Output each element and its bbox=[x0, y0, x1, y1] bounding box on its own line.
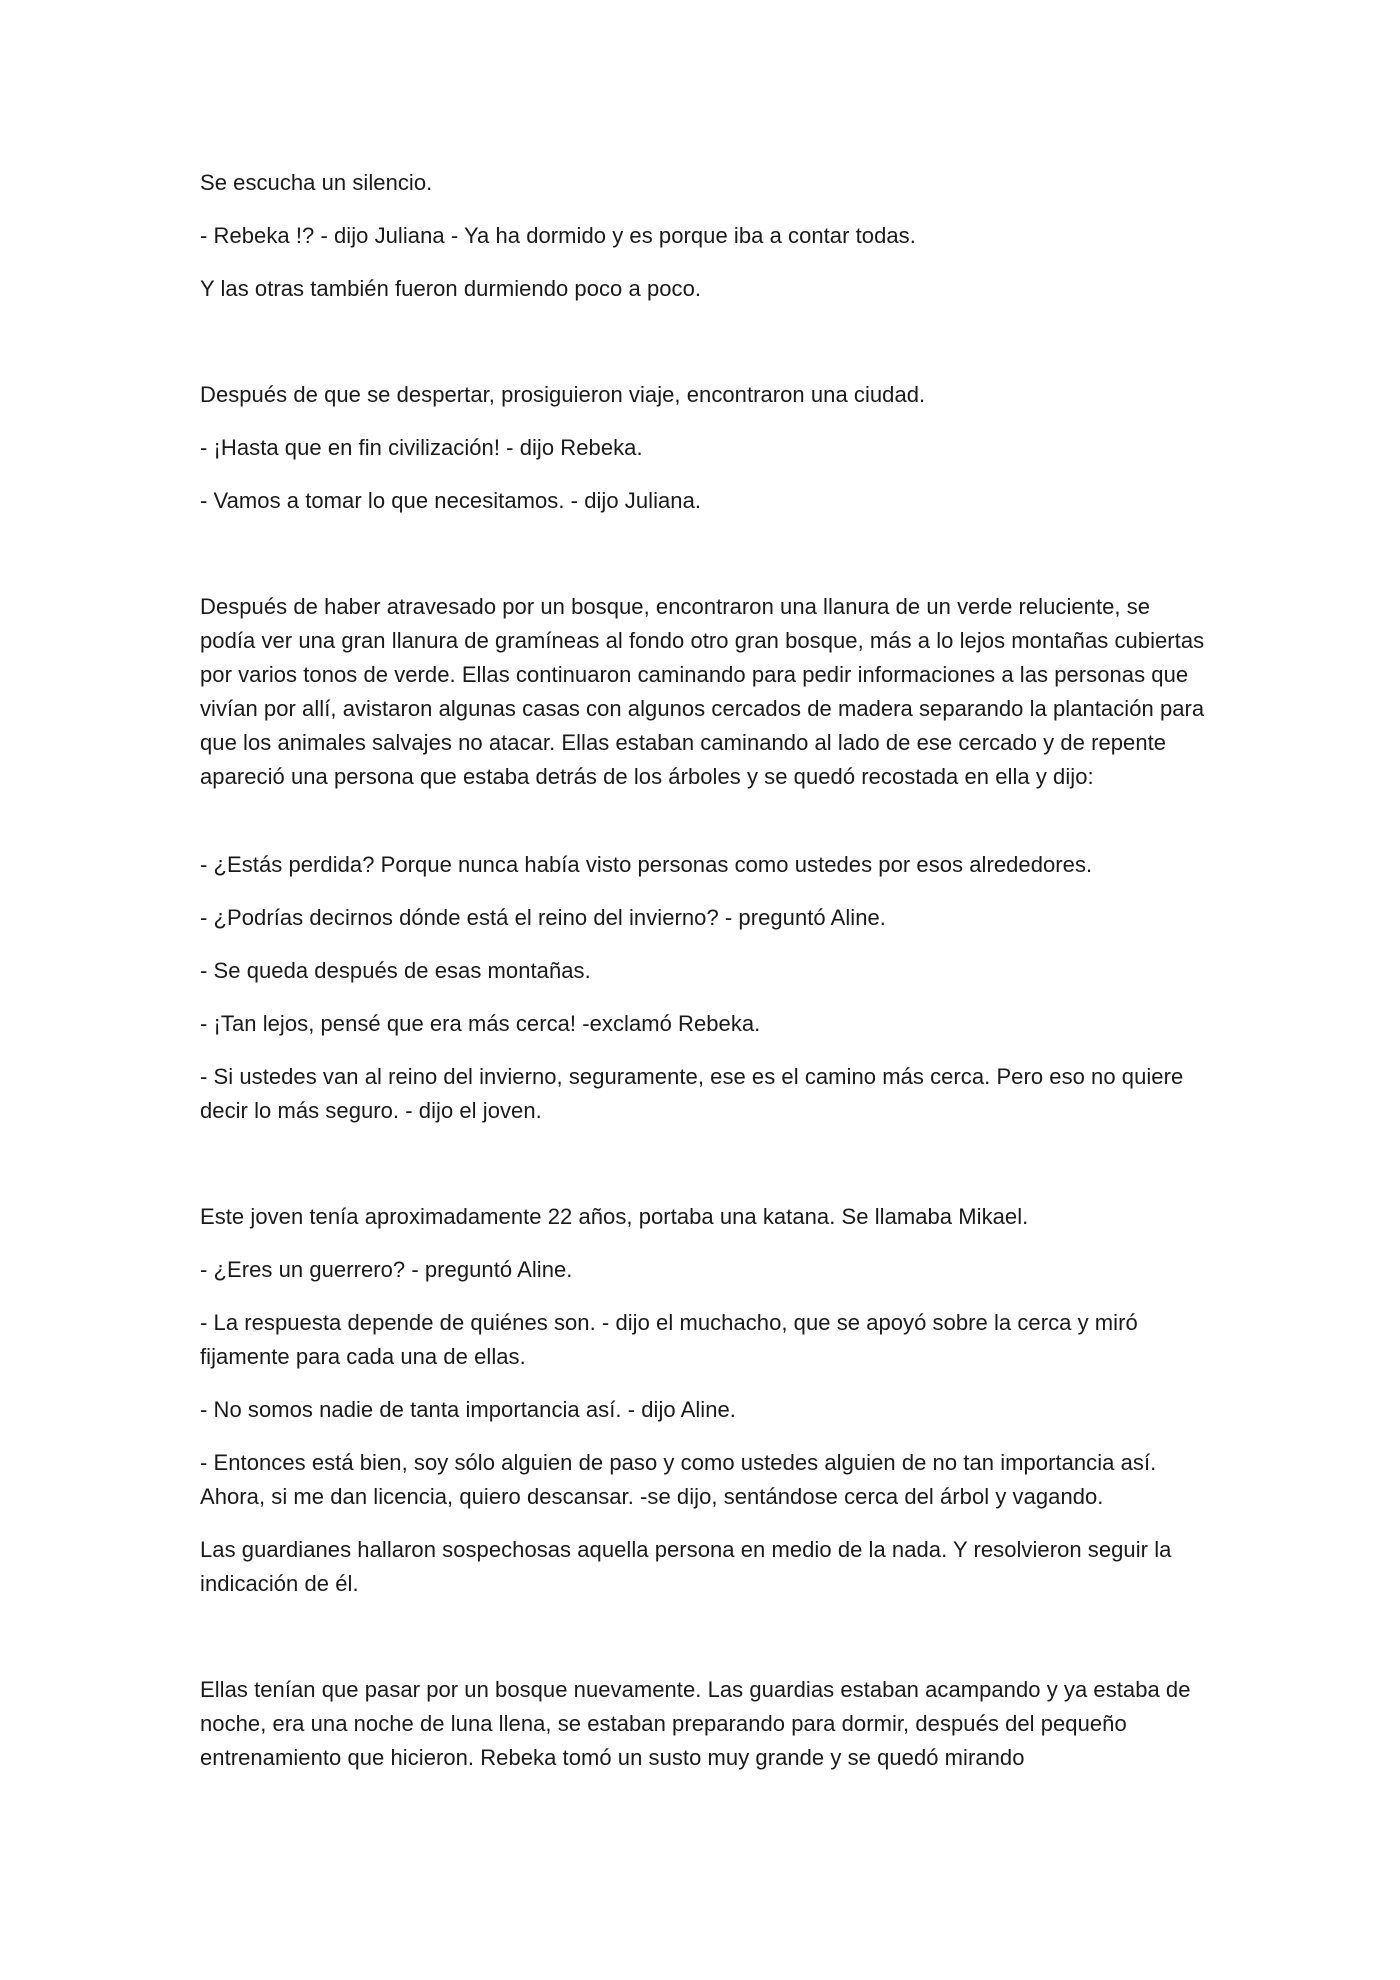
paragraph-city-found: Después de que se despertar, prosiguieron viaje, encontraron una ciudad. bbox=[200, 382, 926, 407]
paragraph-beyond-mountains: - Se queda después de esas montañas. bbox=[200, 958, 591, 983]
paragraph-others-sleep: Y las otras también fueron durmiendo poco a poco. bbox=[200, 276, 702, 301]
paragraph-are-you-lost: - ¿Estás perdida? Porque nunca había visto personas como ustedes por esos alrededores. bbox=[200, 852, 1093, 877]
paragraph-passing-by: - Entonces está bien, soy sólo alguien de paso y como ustedes alguien de no tan importancia así. Ahora, si me dan licencia, quiero descansar. -se dijo, sentándose cerca del árbol y vagando. bbox=[200, 1450, 1157, 1509]
paragraph-are-you-warrior: - ¿Eres un guerrero? - preguntó Aline. bbox=[200, 1257, 573, 1282]
paragraph-closest-path: - Si ustedes van al reino del invierno, seguramente, ese es el camino más cerca. Pero eso no quiere decir lo más seguro. - dijo el joven. bbox=[200, 1064, 1184, 1123]
paragraph-so-far: - ¡Tan lejos, pensé que era más cerca! -exclamó Rebeka. bbox=[200, 1011, 761, 1036]
paragraph-meadow-description: Después de haber atravesado por un bosque, encontraron una llanura de un verde reluciente, se podía ver una gran llanura de gramíneas al fondo otro gran bosque, más a lo lejos montañas cubiertas por varios tonos de verde. Ellas continuaron caminando para pedir informaciones a las personas que vivían por allí, avistaron algunas casas con algunos cercados de madera separando la plantación para que los animales salvajes no atacar. Ellas estaban caminando al lado de ese cercado y de repente apareció una persona que estaba detrás de los árboles y se quedó recostada en ella y dijo: bbox=[200, 594, 1205, 789]
paragraph-nobody-important: - No somos nadie de tanta importancia así. - dijo Aline. bbox=[200, 1397, 736, 1422]
paragraph-civilization: - ¡Hasta que en fin civilización! - dijo Rebeka. bbox=[200, 435, 643, 460]
paragraph-silence: Se escucha un silencio. bbox=[200, 170, 433, 195]
paragraph-forest-camp: Ellas tenían que pasar por un bosque nuevamente. Las guardias estaban acampando y ya estaba de noche, era una noche de luna llena, se estaban preparando para dormir, después del pequeño entrenamiento que hicieron. Rebeka tomó un susto muy grande y se quedó mirando bbox=[200, 1677, 1191, 1770]
paragraph-take-supplies: - Vamos a tomar lo que necesitamos. - dijo Juliana. bbox=[200, 488, 702, 513]
paragraph-mikael-intro: Este joven tenía aproximadamente 22 años, portaba una katana. Se llamaba Mikael. bbox=[200, 1204, 1029, 1229]
paragraph-answer-depends: - La respuesta depende de quiénes son. - dijo el muchacho, que se apoyó sobre la cerca y miró fijamente para cada una de ellas. bbox=[200, 1310, 1138, 1369]
paragraph-guardians-suspicious: Las guardianes hallaron sospechosas aquella persona en medio de la nada. Y resolvieron seguir la indicación de él. bbox=[200, 1537, 1172, 1596]
paragraph-winter-kingdom-question: - ¿Podrías decirnos dónde está el reino del invierno? - preguntó Aline. bbox=[200, 905, 886, 930]
paragraph-rebeka-asleep: - Rebeka !? - dijo Juliana - Ya ha dormido y es porque iba a contar todas. bbox=[200, 223, 916, 248]
